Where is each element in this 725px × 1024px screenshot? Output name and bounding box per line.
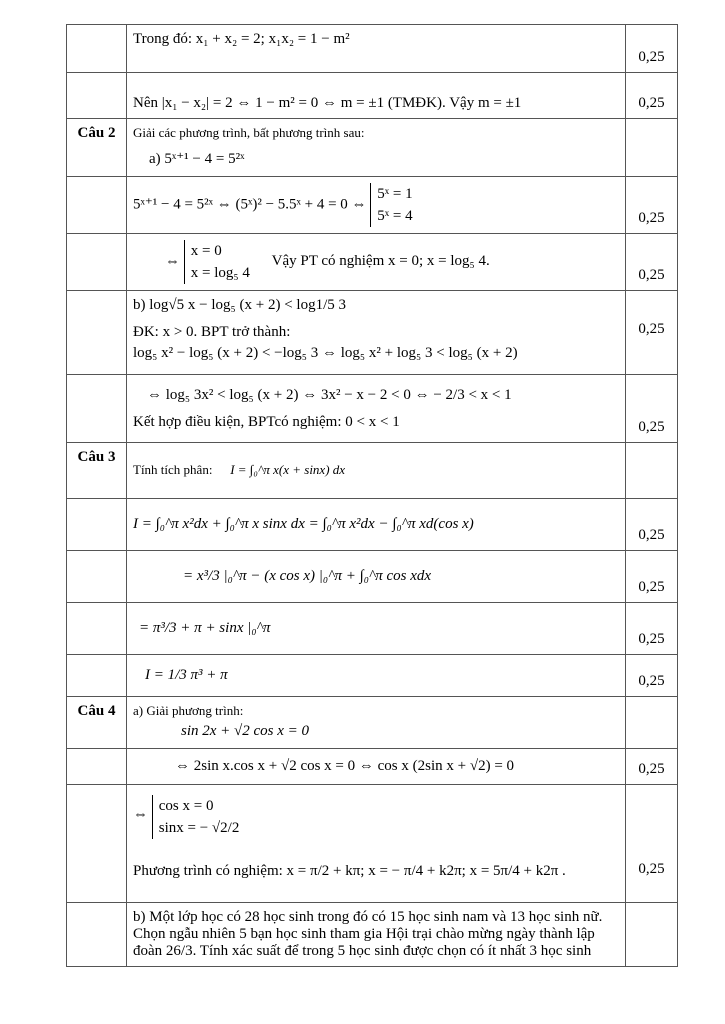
integral-formula: I = ∫₀^π x(x + sinx) dx [230,462,346,477]
score-cell: 0,25 [626,177,678,234]
math-line: Phương trình có nghiệm: x = π/2 + kπ; x = − π/4 + k2π; x = 5π/4 + k2π . [133,863,566,879]
question-label [67,785,127,903]
row-content [127,25,626,73]
instruction-text: Tính tích phân: [133,462,213,477]
row-content [127,119,626,177]
score-cell: 0,25 [626,655,678,697]
math-line: b) log√5 x − log₅ (x + 2) < log1/5 3 [133,297,346,313]
table-row [67,25,678,73]
table-row [67,73,678,119]
question-label [67,177,127,234]
score-cell [626,119,678,177]
math-line: Kết hợp điều kiện, BPTcó nghiệm: 0 < x < 1 [133,414,400,430]
system-line: x = 0 [190,243,222,259]
score-cell: 0,25 [626,25,678,73]
math-line: ĐK: x > 0. BPT trở thành: [133,324,291,340]
table-row [67,375,678,443]
question-label [67,551,127,603]
row-content [127,177,626,234]
row-content [127,375,626,443]
row-content [127,551,626,603]
table-row [67,697,678,749]
system-line: sinx = − √2/2 [158,820,240,836]
question-label [67,291,127,375]
table-row [67,119,678,177]
equation-system [152,795,240,839]
score-cell: 0,25 [626,73,678,119]
instruction-text: a) Giải phương trình: [133,703,244,718]
system-line: 5ˣ = 1 [377,186,413,202]
answer-table [66,24,678,967]
score-cell: 0,25 [626,785,678,903]
score-cell: 0,25 [626,749,678,785]
table-row [67,499,678,551]
table-row [67,551,678,603]
question-label [67,603,127,655]
table-row [67,655,678,697]
row-content [127,234,626,291]
math-line: Trong đó: x₁ + x₂ = 2; x₁x₂ = 1 − m² [133,31,350,47]
score-cell: 0,25 [626,551,678,603]
question-label: Câu 2 [67,119,127,177]
row-content [127,697,626,749]
math-line: = x³/3 |₀^π − (x cos x) |₀^π + ∫₀^π cos xdx [183,568,432,584]
score-cell: 0,25 [626,375,678,443]
score-cell [626,697,678,749]
score-cell: 0,25 [626,499,678,551]
row-content [127,291,626,375]
row-content [127,749,626,785]
equivalence-symbol: ⇔ [165,253,180,270]
table-row [67,234,678,291]
question-label [67,375,127,443]
row-content [127,499,626,551]
score-cell: 0,25 [626,603,678,655]
problem-text: b) Một lớp học có 28 học sinh trong đó có 15 học sinh nam và 13 học sinh nữ. Chọn ngẫu nhiên 5 bạn học sinh tham gia Hội trại chào mừng ngày thành lập đoàn 26/3. Tính xác suất để trong 5 học sinh được chọn có ít nhất 3 học sinh [133,909,603,959]
math-line: sin 2x + √2 cos x = 0 [181,723,310,739]
math-line: Nên |x₁ − x₂| = 2 ⇔ 1 − m² = 0 ⇔ m = ±1 (TMĐK). Vậy m = ±1 [133,95,522,111]
table-row [67,603,678,655]
equation-system [370,183,412,227]
table-row [67,903,678,967]
question-label [67,25,127,73]
score-cell: 0,25 [626,291,678,375]
math-line: 5ˣ⁺¹ − 4 = 5²ˣ ⇔ (5ˣ)² − 5.5ˣ + 4 = 0 ⇔ [133,196,367,213]
question-label [67,73,127,119]
question-label: Câu 3 [67,443,127,499]
score-cell [626,443,678,499]
question-label: Câu 4 [67,697,127,749]
math-line: I = 1/3 π³ + π [145,667,228,683]
question-label [67,655,127,697]
score-cell [626,903,678,967]
question-label [67,234,127,291]
row-content [127,603,626,655]
math-line: I = ∫₀^π x²dx + ∫₀^π x sinx dx = ∫₀^π x²dx − ∫₀^π xd(cos x) [133,516,474,532]
conclusion-text: Vậy PT có nghiệm x = 0; x = log₅ 4. [271,253,490,270]
table-row [67,291,678,375]
table-row [67,785,678,903]
equivalence-symbol: ⇔ [133,806,148,823]
equation-system [184,240,250,284]
system-line: cos x = 0 [158,798,214,814]
row-content [127,903,626,967]
row-content [127,655,626,697]
system-line: x = log₅ 4 [190,265,250,281]
row-content [127,443,626,499]
table-row [67,177,678,234]
system-line: 5ˣ = 4 [377,208,413,224]
table-row [67,749,678,785]
math-line: ⇔ 2sin x.cos x + √2 cos x = 0 ⇔ cos x (2sin x + √2) = 0 [175,758,515,774]
score-cell: 0,25 [626,234,678,291]
instruction-text: Giải các phương trình, bất phương trình sau: [133,125,365,140]
math-line: ⇔ log₅ 3x² < log₅ (x + 2) ⇔ 3x² − x − 2 < 0 ⇔ − 2/3 < x < 1 [147,387,512,403]
math-line: log₅ x² − log₅ (x + 2) < −log₅ 3 ⇔ log₅ x² + log₅ 3 < log₅ (x + 2) [133,345,518,361]
math-line: = π³/3 + π + sinx |₀^π [139,620,271,636]
question-label [67,903,127,967]
table-row [67,443,678,499]
question-label [67,749,127,785]
question-label [67,499,127,551]
math-line: a) 5ˣ⁺¹ − 4 = 5²ˣ [149,151,245,167]
row-content [127,785,626,903]
row-content [127,73,626,119]
